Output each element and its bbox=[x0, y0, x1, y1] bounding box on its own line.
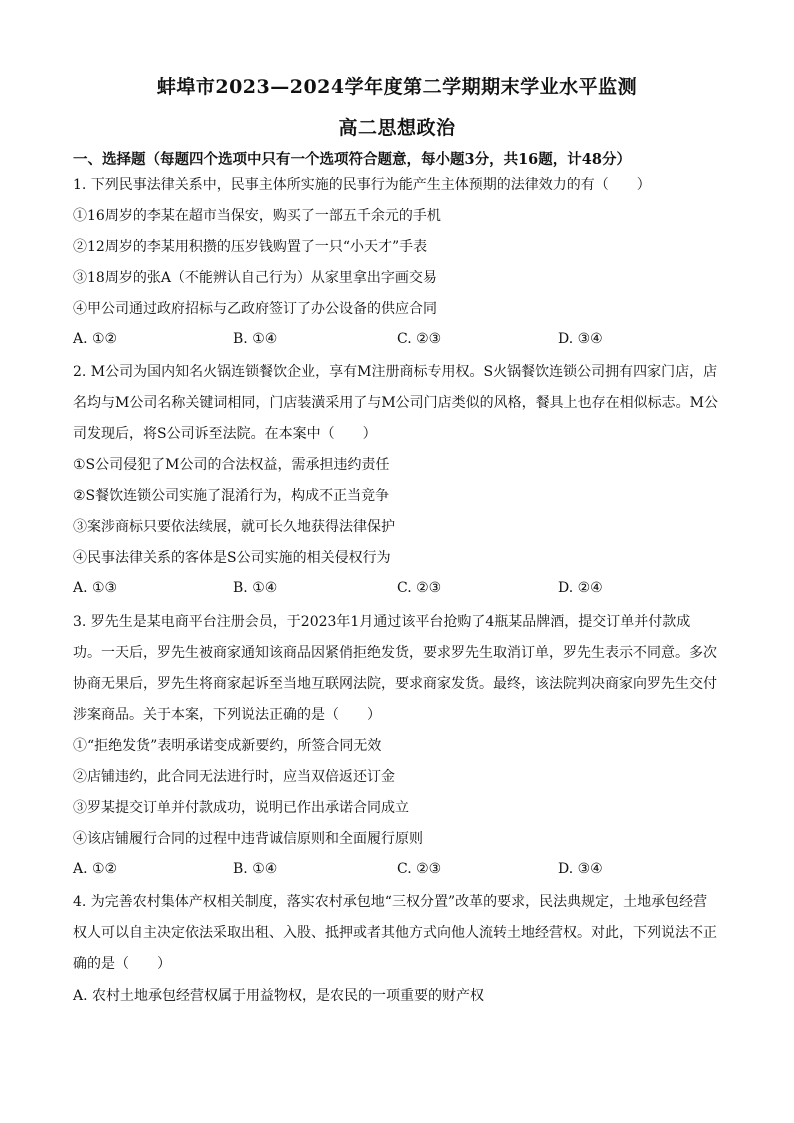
question-3-option-b: B. ①④ bbox=[233, 861, 278, 877]
question-2-option-b: B. ①④ bbox=[233, 580, 278, 596]
question-3-stem-line-3: 协商无果后，罗先生将商家起诉至当地互联网法院，要求商家发货。最终，该法院判决商家向罗先生交付 bbox=[73, 676, 717, 692]
question-3-item-1: ①“拒绝发货”表明承诺变成新要约，所签合同无效 bbox=[73, 738, 382, 754]
section-heading: 一、选择题（每题四个选项中只有一个选项符合题意，每小题3分，共16题，计48分） bbox=[73, 151, 631, 168]
question-3-option-a: A. ①② bbox=[73, 861, 118, 877]
question-3-item-2: ②店铺违约，此合同无法进行时，应当双倍返还订金 bbox=[73, 769, 395, 785]
question-1-stem: 1. 下列民事法律关系中，民事主体所实施的民事行为能产生主体预期的法律效力的有（ ） bbox=[73, 177, 651, 193]
question-3-stem-line-2: 功。一天后，罗先生被商家通知该商品因紧俏拒绝发货，要求罗先生取消订单，罗先生表示不同意。多次 bbox=[73, 645, 717, 661]
question-4-option-a: A. 农村土地承包经营权属于用益物权，是农民的一项重要的财产权 bbox=[73, 988, 485, 1004]
question-2-item-4: ④民事法律关系的客体是S公司实施的相关侵权行为 bbox=[73, 550, 391, 566]
question-1-item-4: ④甲公司通过政府招标与乙政府签订了办公设备的供应合同 bbox=[73, 301, 437, 317]
question-4-stem-line-2: 权人可以自主决定依法采取出租、入股、抵押或者其他方式向他人流转土地经营权。对此，下列说法不正 bbox=[73, 925, 717, 941]
exam-title: 蚌埠市2023—2024学年度第二学期期末学业水平监测 bbox=[156, 76, 638, 98]
question-4-stem-line-1: 4. 为完善农村集体产权相关制度，落实农村承包地“三权分置”改革的要求，民法典规定，土地承包经营 bbox=[73, 894, 708, 910]
question-2-item-1: ①S公司侵犯了M公司的合法权益，需承担违约责任 bbox=[73, 457, 390, 473]
question-2-stem-line-3: 司发现后，将S公司诉至法院。在本案中（ ） bbox=[73, 426, 377, 442]
question-3-option-d: D. ③④ bbox=[558, 861, 603, 877]
question-2-stem-line-2: 名均与M公司名称关键词相同，门店装潢采用了与M公司门店类似的风格，餐具上也存在相似标志。M公 bbox=[73, 395, 719, 411]
question-2-stem-line-1: 2. M公司为国内知名火锅连锁餐饮企业，享有M注册商标专用权。S火锅餐饮连锁公司拥有四家门店，店 bbox=[73, 364, 718, 380]
question-4-stem-line-3: 确的是（ ） bbox=[73, 956, 171, 972]
question-1-item-1: ①16周岁的李某在超市当保安，购买了一部五千余元的手机 bbox=[73, 208, 441, 224]
question-3-stem-line-4: 涉案商品。关于本案，下列说法正确的是（ ） bbox=[73, 707, 381, 723]
question-3-item-3: ③罗某提交订单并付款成功，说明已作出承诺合同成立 bbox=[73, 800, 409, 816]
question-2-option-a: A. ①③ bbox=[73, 580, 118, 596]
exam-subject: 高二思想政治 bbox=[338, 117, 456, 139]
question-3-option-c: C. ②③ bbox=[397, 861, 442, 877]
question-1-item-3: ③18周岁的张A（不能辨认自己行为）从家里拿出字画交易 bbox=[73, 270, 437, 286]
question-2-item-2: ②S餐饮连锁公司实施了混淆行为，构成不正当竞争 bbox=[73, 488, 390, 504]
question-1-option-b: B. ①④ bbox=[233, 331, 278, 347]
question-1-option-c: C. ②③ bbox=[397, 331, 442, 347]
question-1-option-d: D. ③④ bbox=[558, 331, 603, 347]
question-1-item-2: ②12周岁的李某用积攒的压岁钱购置了一只“小天才”手表 bbox=[73, 239, 428, 255]
question-1-option-a: A. ①② bbox=[73, 331, 118, 347]
question-3-stem-line-1: 3. 罗先生是某电商平台注册会员，于2023年1月通过该平台抢购了4瓶某品牌酒，提交订单并付款成 bbox=[73, 614, 691, 630]
question-3-item-4: ④该店铺履行合同的过程中违背诚信原则和全面履行原则 bbox=[73, 831, 423, 847]
question-2-option-d: D. ②④ bbox=[558, 580, 603, 596]
question-2-item-3: ③案涉商标只要依法续展，就可长久地获得法律保护 bbox=[73, 519, 395, 535]
question-2-option-c: C. ②③ bbox=[397, 580, 442, 596]
